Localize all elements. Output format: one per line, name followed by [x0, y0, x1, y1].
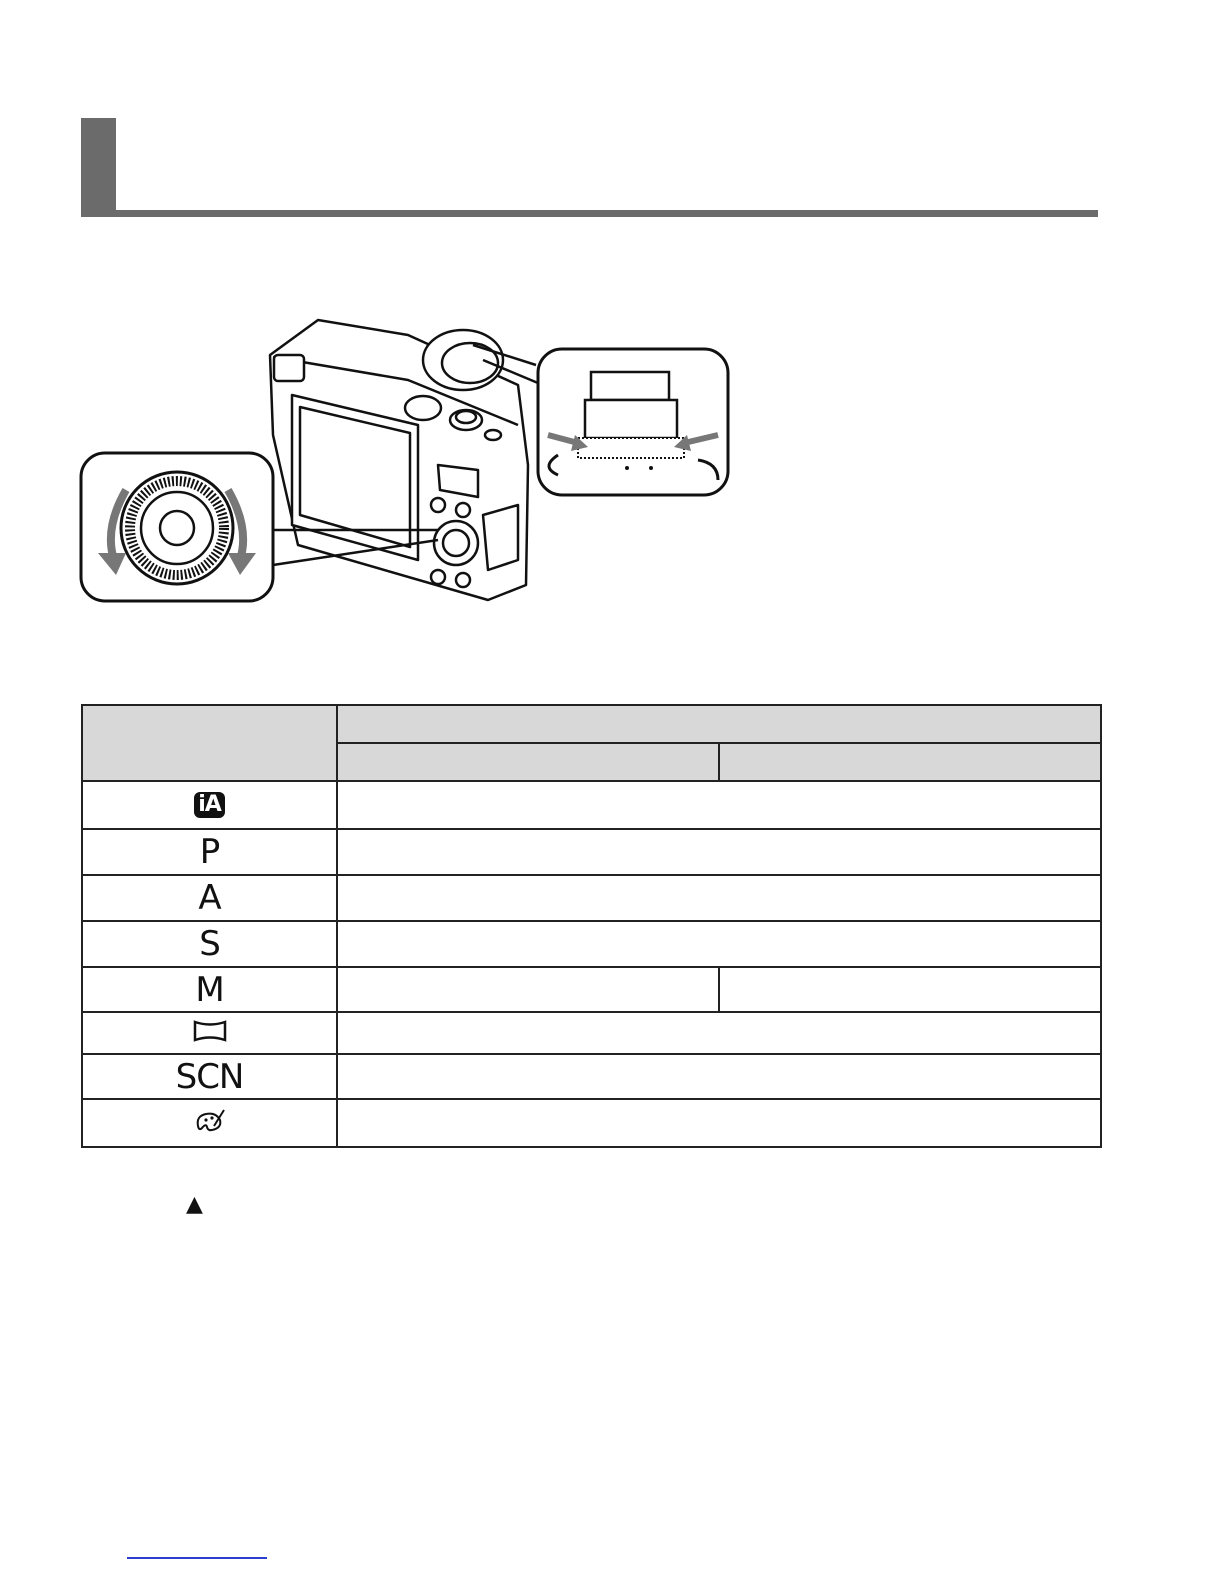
table-header-function [337, 705, 1101, 743]
mode-cell-m [82, 967, 337, 1012]
table-row [82, 921, 1101, 967]
table-row [82, 875, 1101, 921]
table-row [82, 829, 1101, 875]
mode-label: M [195, 969, 224, 1010]
section-title-block [81, 118, 116, 216]
mode-cell-panorama [82, 1012, 337, 1054]
table-row [82, 781, 1101, 829]
mode-label: A [198, 878, 221, 918]
mode-cell-p [82, 829, 337, 875]
function-cell [337, 1054, 1101, 1099]
creative-control-palette-icon [192, 1106, 228, 1136]
panorama-icon [192, 1019, 228, 1043]
camera-control-ring-illustration [78, 315, 738, 610]
table-row [82, 967, 1101, 1012]
mode-function-table [81, 704, 1102, 1148]
page-link-underline[interactable] [127, 1557, 267, 1559]
function-cell [337, 1099, 1101, 1147]
section-title-rule [81, 210, 1098, 217]
mode-cell-s [82, 921, 337, 967]
mode-cell-a [82, 875, 337, 921]
function-cell [337, 921, 1101, 967]
table-row [82, 1054, 1101, 1099]
note-marker: ▲ [186, 1192, 203, 1217]
intelligent-auto-icon: iA [194, 792, 225, 818]
table-row [82, 1012, 1101, 1054]
table-row [82, 1099, 1101, 1147]
mode-label: SCN [175, 1056, 244, 1097]
function-cell [337, 829, 1101, 875]
function-cell [337, 1012, 1101, 1054]
function-cell [337, 967, 719, 1012]
function-cell [337, 875, 1101, 921]
mode-label: P [199, 832, 220, 872]
function-cell [719, 967, 1101, 1012]
mode-cell-creative [82, 1099, 337, 1147]
table-header-function-col1 [337, 743, 719, 781]
table-header-mode [82, 705, 337, 781]
mode-cell-ia [82, 781, 337, 829]
function-cell [337, 781, 1101, 829]
mode-cell-scn [82, 1054, 337, 1099]
table-header-function-col2 [719, 743, 1101, 781]
mode-label: S [199, 924, 220, 964]
